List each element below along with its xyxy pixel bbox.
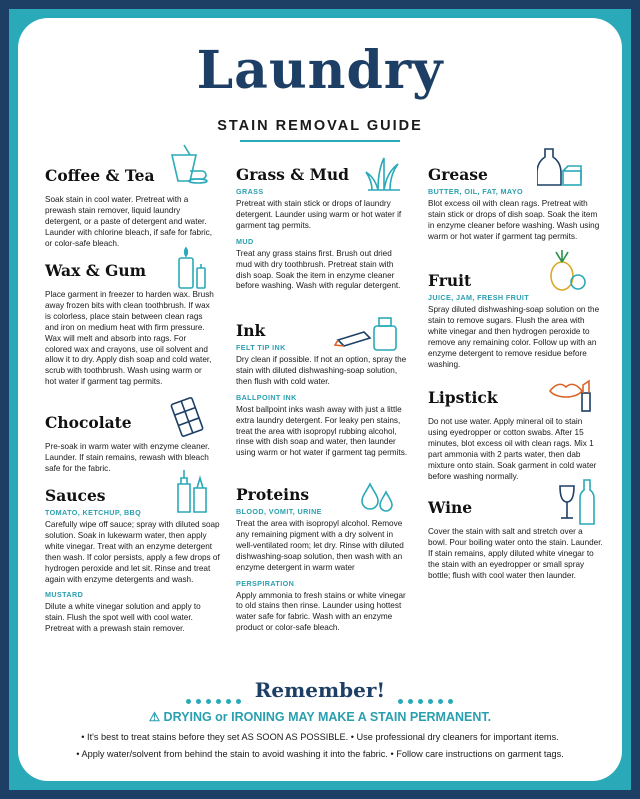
section-subtitle: FELT TIP INK <box>236 343 286 352</box>
section-subtitle: BUTTER, OIL, FAT, MAYO <box>428 187 524 196</box>
remember-title: Remember! <box>254 678 386 702</box>
warning-line <box>18 709 622 724</box>
section-body: Spray diluted dishwashing-soap solution on the stain to remove sugars. Flush the area with white vinegar and then hydrogen peroxide to remove any remaining color. Follow up with an enzyme detergent to remove residue before washing. <box>428 305 600 369</box>
section-body: Do not use water. Apply mineral oil to stain using eyedropper or cotton swabs. After 15 minutes, blot excess oil with clean rags. Mix 1 part ammonia with 2 parts water, then dab mixture onto stain. Soak garment in cold water before washing normally. <box>428 417 597 481</box>
fruit-icon <box>540 248 588 294</box>
wine-icon <box>556 478 596 526</box>
grass-icon <box>364 154 404 194</box>
section-title: Chocolate <box>45 413 132 432</box>
section-subtitle: TOMATO, KETCHUP, BBQ <box>45 508 142 517</box>
section-title: Fruit <box>428 271 472 290</box>
section-body: Blot excess oil with clean rags. Pretreat with stain stick or drops of dish soap. Soak the item in enzyme cleaner before washing. Wash using warm or hot water if garment tag permits. <box>428 199 600 241</box>
section-subtitle: MUD <box>236 236 254 246</box>
section-subtitle: PERSPIRATION <box>236 578 295 588</box>
section-subtitle: BLOOD, VOMIT, URINE <box>236 507 322 516</box>
section-body: Most ballpoint inks wash away with just a little extra laundry detergent. For leaky pen stains, treat the area with isopropyl rubbing alcohol, rinse with dish soap and water, then launder using warm or hot water if garment tag permits. <box>236 404 408 458</box>
section-body: Place garment in freezer to harden wax. Brush away frozen bits with clean toothbrush. If wax is colorless, place stain between clean rags and iron on medium heat with firm pressure. Wax will melt and absorb into rags. For colored wax and crayons, use oil solvent and allow it to dry. Apply dish soap and cold water, scrub with toothbrush. Wash using warm or hot water if garment tag permits. <box>45 290 214 387</box>
section-title: Lipstick <box>428 388 498 407</box>
section-title: Sauces <box>45 486 106 505</box>
tip-line-1: • It's best to treat stains before they set AS SOON AS POSSIBLE. • Use professional dry cleaners for important items. <box>81 732 559 742</box>
section-body: Apply ammonia to fresh stains or white vinegar to old stains then rinse. Launder using hottest water safe for fabric. Wash with an enzyme product or color-safe bleach. <box>236 590 406 633</box>
section-subtitle: JUICE, JAM, FRESH FRUIT <box>428 293 530 302</box>
page-title: Laundry <box>196 40 444 101</box>
section-subtitle: MUSTARD <box>45 590 84 600</box>
candle-icon <box>176 246 208 290</box>
chocolate-bar-icon <box>168 396 206 438</box>
poster-panel <box>18 18 622 781</box>
warning-text: DRYING or IRONING MAY MAKE A STAIN PERMANENT. <box>163 710 492 724</box>
section-body: Treat the area with isopropyl alcohol. Remove any remaining pigment with a dry solvent in well-ventilated room; let dry. Rinse with diluted dishwashing-soap solution, then wash with an enzyme detergent in warm water <box>236 519 404 572</box>
section-title: Grass & Mud <box>236 165 349 184</box>
page-subtitle: STAIN REMOVAL GUIDE <box>217 118 423 134</box>
section-title: Ink <box>236 321 266 340</box>
section-body: Treat any grass stains first. Brush out dried mud with dry toothbrush. Pretreat stain with dish soap. Soak the item in enzyme cleaner before washing. Wash with regular detergent. <box>236 248 401 291</box>
lipstick-icon <box>548 373 592 413</box>
section-body: Carefully wipe off sauce; spray with diluted soap solution. Soak in lukewarm water, then apply white vinegar. Treat with an enzyme detergent then wash. If color persists, apply a few drops of hydrogen peroxide and let sit. Rinse and treat again with enzyme detergents and wash. <box>45 520 220 584</box>
section-title: Grease <box>428 165 488 184</box>
section-body: Pre-soak in warm water with enzyme cleaner. Launder. If stain remains, rewash with bleach safe for the fabric. <box>45 442 210 473</box>
warning-icon: ⚠ <box>148 710 164 724</box>
section-body: Soak stain in cool water. Pretreat with a prewash stain remover, liquid laundry detergent, or a paste of detergent and water. Launder with chlorine bleach, if safe for fabric, or color-safe bleach. <box>45 195 213 248</box>
section-body: Dilute a white vinegar solution and apply to stain. Flush the spot well with cool water. Pretreat with a prewash stain remover. <box>45 602 201 634</box>
section-title: Wax & Gum <box>45 261 147 280</box>
section-title: Proteins <box>236 485 310 504</box>
decorative-dots-right <box>398 691 458 709</box>
oil-bottle-icon <box>537 145 583 189</box>
section-title: Wine <box>428 498 473 517</box>
section-title: Coffee & Tea <box>45 166 155 185</box>
ink-pen-icon <box>334 310 404 354</box>
sauce-bottles-icon <box>174 466 210 514</box>
coffee-cup-icon <box>168 143 208 185</box>
tip-line-2: • Apply water/solvent from behind the stain to avoid washing it into the fabric. • Follow care instructions on garment tags. <box>76 749 564 759</box>
section-subtitle: BALLPOINT INK <box>236 392 297 402</box>
subtitle-underline <box>240 140 400 142</box>
section-subtitle: GRASS <box>236 187 264 196</box>
droplets-icon <box>360 480 396 514</box>
section-body: Pretreat with stain stick or drops of laundry detergent. Launder using warm or hot water if garment tag permits. <box>236 199 402 230</box>
section-body: Cover the stain with salt and stretch over a bowl. Pour boiling water onto the stain. Launder. If stain remains, apply diluted white vinegar to the stain with an eyedropper or small spray bottle; flush with cool water then launder. <box>428 527 603 580</box>
section-body: Dry clean if possible. If not an option, spray the stain with diluted dishwashing-soap solution, then flush with cold water. <box>236 355 407 386</box>
